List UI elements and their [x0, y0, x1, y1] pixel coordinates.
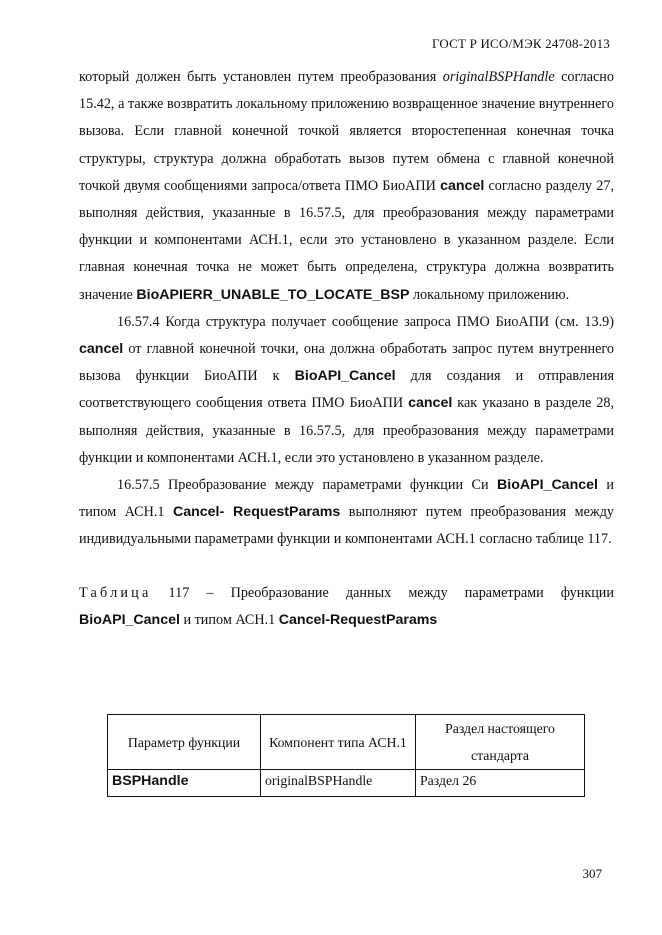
header-cell-function-parameter: Параметр функции	[108, 715, 261, 770]
text-run: согласно 15.42, а также возвратить локальному приложению возвращенное значение внутреннего вызова. Если главной конечной точкой является второстепенная конечная точка структуры, структура должна обработать вызов путем обмена с главной конечной точкой двумя сообщениями запроса/ответа ПМО БиоАПИ	[79, 69, 614, 194]
mapping-table	[107, 714, 585, 797]
text-run: согласно разделу 27, выполняя действия, указанные в 16.57.5, для преобразования между параметрами функции и компонентами АСН.1, если это установлено в указанном разделе. Если главная конечная точка не может быть определена, структура должна возвратить значение	[79, 177, 614, 303]
cell-component: originalBSPHandle	[261, 770, 416, 797]
text-run: локальному приложению.	[409, 286, 570, 303]
document-header: ГОСТ Р ИСО/МЭК 24708-2013	[431, 36, 610, 51]
text-run: от главной конечной точки, она должна обработать запрос путем внутреннего вызова функции БиоАПИ к	[79, 341, 614, 385]
header-cell-asn1-component: Компонент типа АСН.1	[261, 715, 416, 770]
term-bioapi-cancel: BioAPI_Cancel	[294, 368, 396, 385]
text-run: и типом АСН.1	[179, 611, 279, 628]
cell-parameter: BSPHandle	[108, 770, 261, 797]
text-run: для создания и отправления соответствующего сообщения ответа ПМО БиоАПИ	[79, 368, 614, 412]
text-run: как указано в разделе 28, выполняя действия, указанные в 16.57.5, для преобразования между параметрами функции и компонентами АСН.1, если это установлено в указанном разделе.	[79, 395, 614, 466]
term-cancel-request-params: Cancel-RequestParams	[278, 611, 438, 628]
table-caption	[79, 580, 614, 634]
term-original-bsp-handle: originalBSPHandle	[442, 69, 555, 85]
text-run: выполняют путем преобразования между индивидуальными параметрами функции и компонентами АСН.1 согласно таблице 117.	[79, 504, 615, 548]
term-bioapi-cancel: BioAPI_Cancel	[79, 611, 180, 628]
term-cancel: cancel	[79, 341, 124, 358]
term-cancel-request-params: Cancel- RequestParams	[172, 504, 341, 521]
page-number: 307	[582, 866, 602, 881]
paragraph-16-57-4	[79, 309, 614, 472]
paragraph-16-57-5	[79, 472, 614, 554]
text-run: и типом АСН.1	[79, 477, 615, 521]
term-cancel: cancel	[440, 177, 485, 194]
text-run: 16.57.4 Когда структура получает сообщение запроса ПМО БиоАПИ (см. 13.9)	[117, 313, 614, 330]
term-error-code: BioAPIERR_UNABLE_TO_LOCATE_BSP	[136, 286, 410, 303]
text-run: который должен быть установлен путем преобразования	[79, 69, 443, 85]
text-run: 16.57.5 Преобразование между параметрами функции Си	[117, 477, 498, 494]
spacer	[79, 554, 614, 580]
table-header-row	[108, 715, 585, 770]
header-cell-standard-section: Раздел настоящего стандарта	[416, 715, 585, 770]
paragraph-1	[79, 64, 614, 309]
document-body	[79, 64, 614, 634]
table-row	[108, 770, 585, 797]
cell-section: Раздел 26	[416, 770, 585, 797]
term-bioapi-cancel: BioAPI_Cancel	[497, 477, 598, 494]
term-cancel: cancel	[408, 395, 453, 412]
caption-label: Таблица	[79, 584, 152, 601]
text-run: 117 – Преобразование данных между параметрами функции	[151, 584, 614, 601]
